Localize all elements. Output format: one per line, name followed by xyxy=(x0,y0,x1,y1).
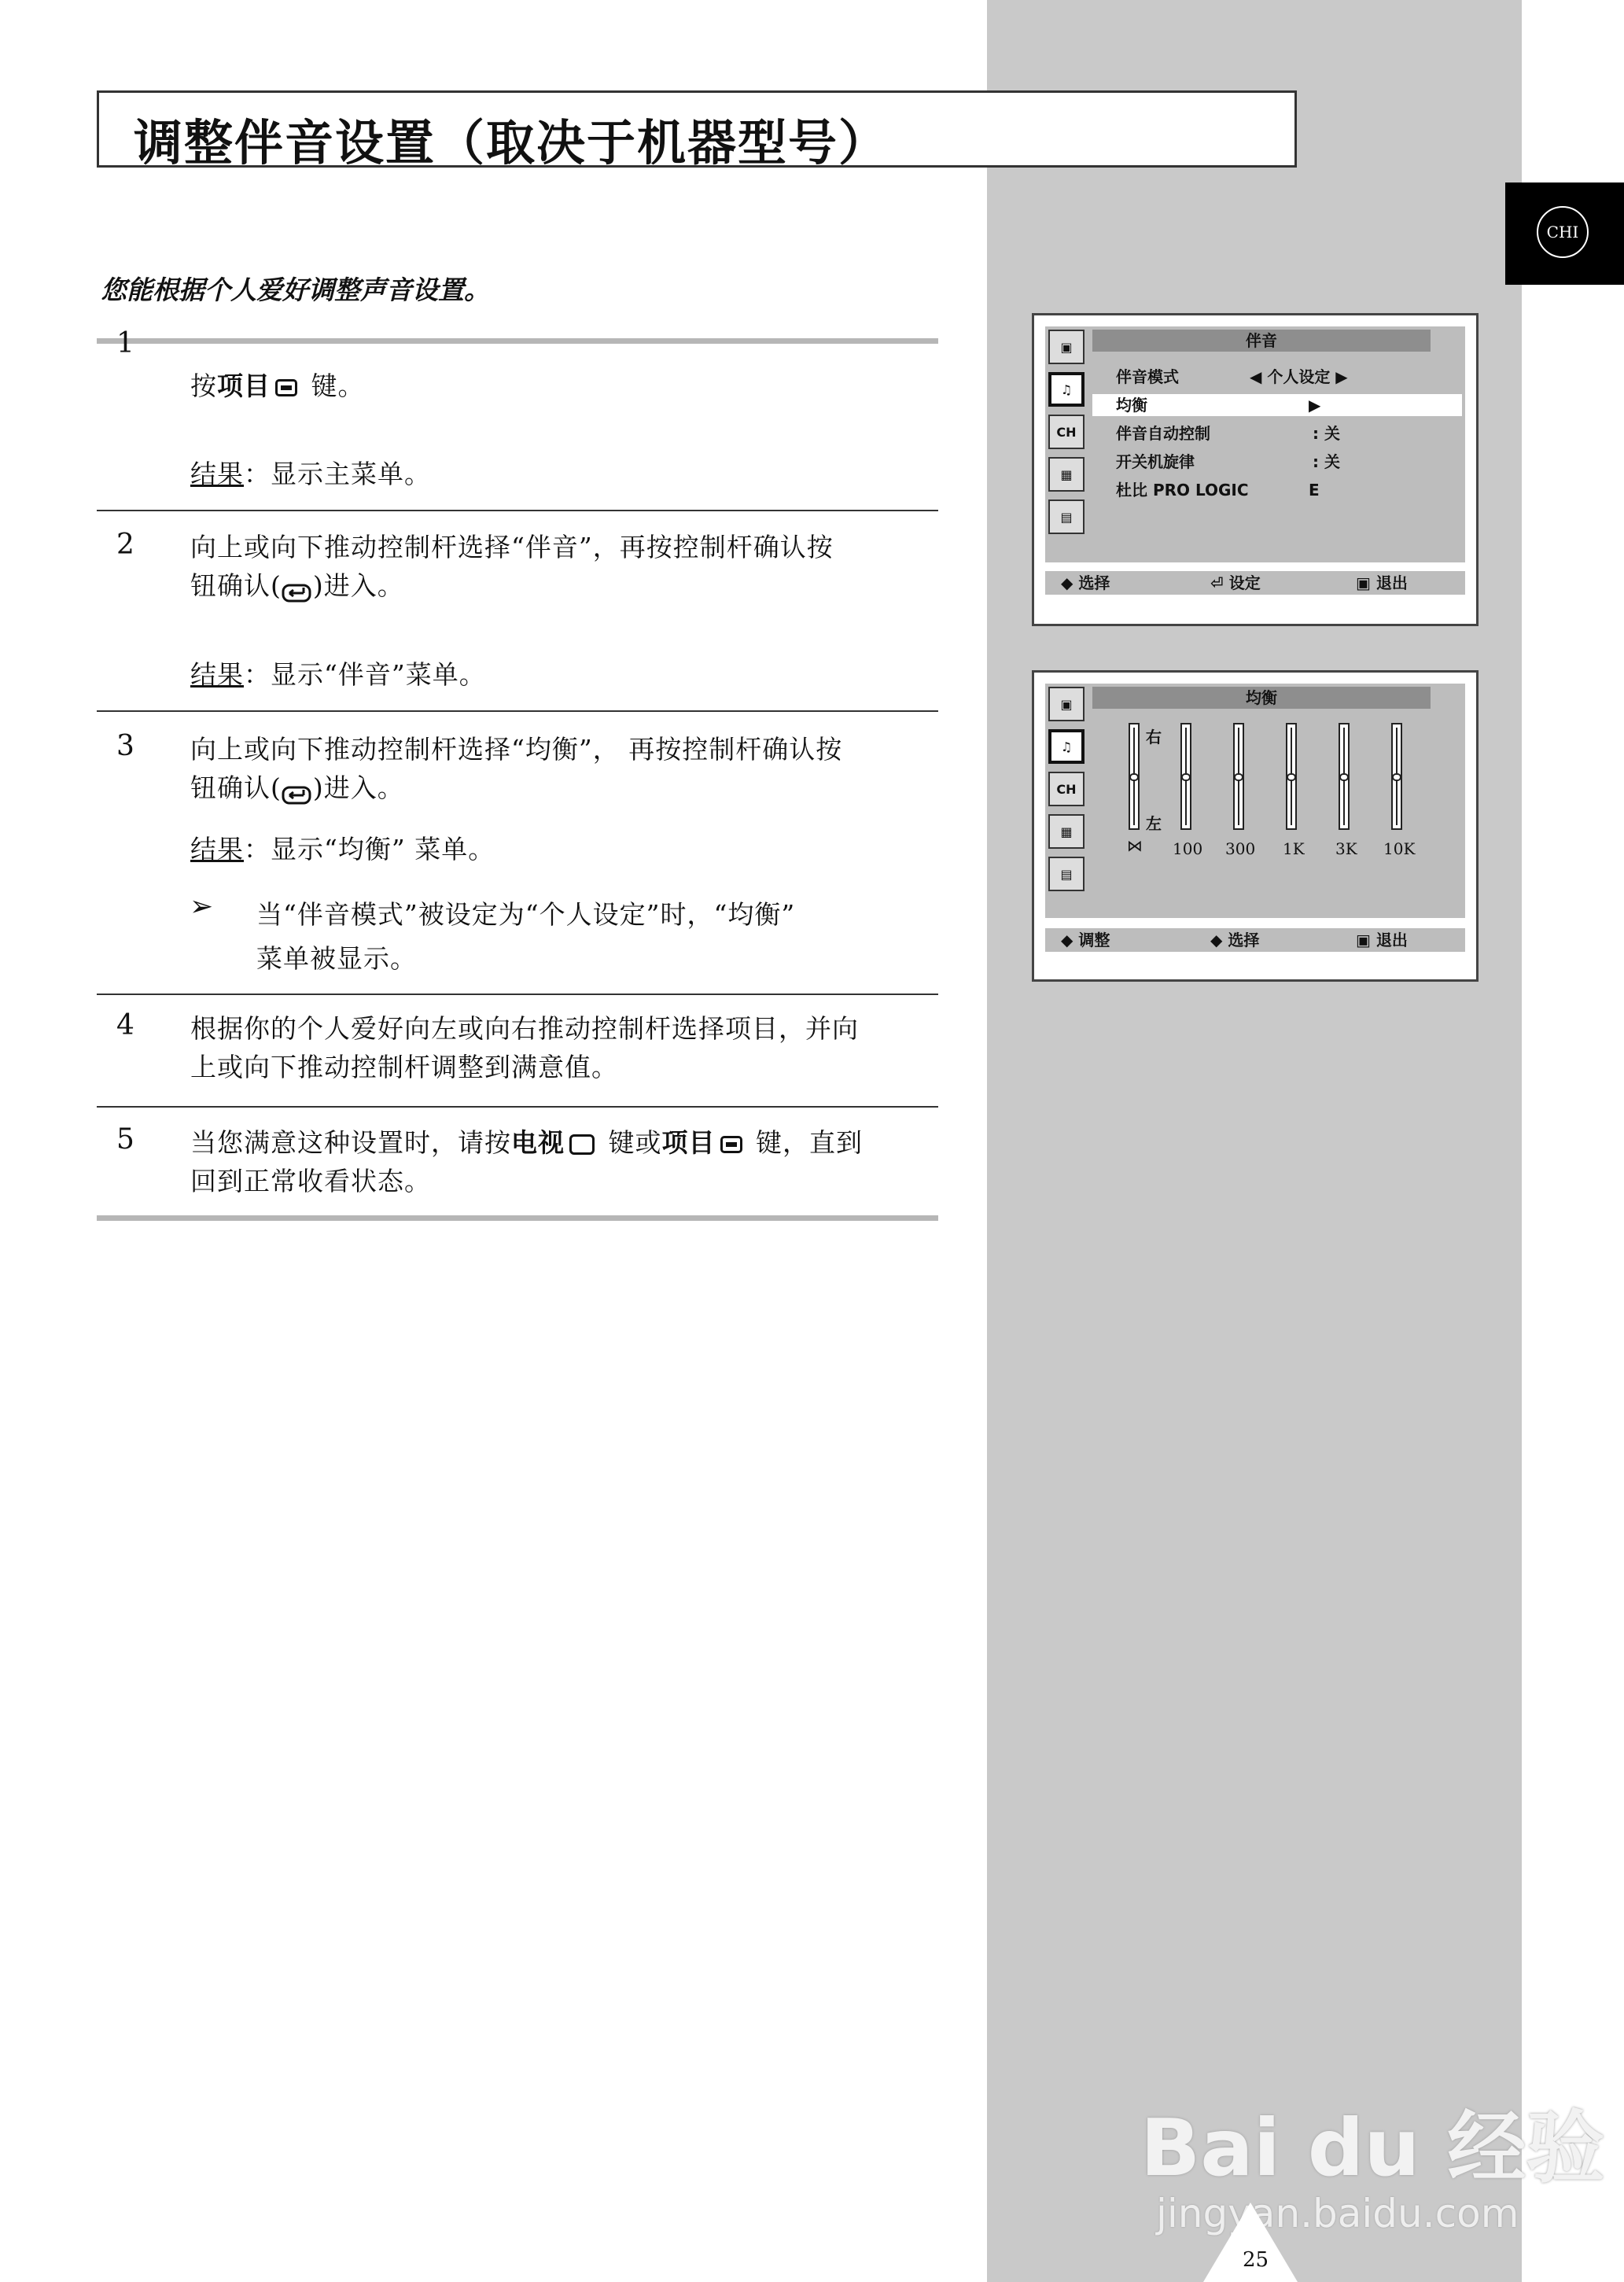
eq-slider-3k[interactable] xyxy=(1339,723,1350,830)
function-menu-icon: ▦ xyxy=(1048,457,1085,492)
step-3-number: 3 xyxy=(116,730,134,762)
sound-menu-icon: ♫ xyxy=(1048,372,1085,407)
sound-menu-footer: ◆ 选择 ⏎ 设定 ▣ 退出 xyxy=(1045,571,1465,595)
page-number: 25 xyxy=(1243,2248,1269,2272)
freq-label: 300 xyxy=(1225,839,1256,858)
eq-slider-1k[interactable] xyxy=(1286,723,1297,830)
balance-slider[interactable] xyxy=(1129,723,1140,830)
right-label: 右 xyxy=(1146,728,1162,747)
step-3-note: 当“伴音模式”被设定为“个人设定”时，“均衡” 菜单被显示。 xyxy=(256,899,796,974)
enter-icon xyxy=(282,779,313,801)
melody-row: 开关机旋律 : 关 xyxy=(1116,452,1340,471)
sound-menu-screen xyxy=(1032,313,1479,626)
page-title: 调整伴音设置（取决于机器型号） xyxy=(134,114,889,171)
tv-key-icon xyxy=(569,1134,595,1155)
page-title-box xyxy=(97,90,1297,171)
menu-icon-column xyxy=(1048,687,1092,899)
steps-bottom-rule xyxy=(97,1215,938,1221)
sound-menu-body xyxy=(1045,326,1465,562)
equalizer-screen xyxy=(1032,670,1479,982)
left-label: 左 xyxy=(1146,814,1162,833)
step-divider xyxy=(97,710,938,712)
setup-menu-icon: ▤ xyxy=(1048,500,1085,534)
watermark-url: jingyan.baidu.com xyxy=(1156,2191,1519,2236)
sound-menu-icon: ♫ xyxy=(1048,729,1085,764)
picture-menu-icon: ▣ xyxy=(1048,687,1085,721)
step-3-result: 结果：显示“均衡” 菜单。 xyxy=(190,834,495,865)
page-subtitle: 您能根据个人爱好调整声音设置。 xyxy=(101,275,490,305)
freq-label: 10K xyxy=(1383,839,1416,858)
function-menu-icon: ▦ xyxy=(1048,814,1085,849)
sound-mode-row: 伴音模式 ◀ 个人设定 ▶ xyxy=(1116,367,1348,386)
eq-slider-100[interactable] xyxy=(1180,723,1191,830)
step-1-text: 按项目 键。 xyxy=(190,371,365,401)
auto-volume-row: 伴音自动控制 : 关 xyxy=(1116,424,1340,443)
sound-menu-header: 伴音 xyxy=(1092,330,1431,352)
channel-menu-icon: CH xyxy=(1048,415,1085,449)
menu-icon-column xyxy=(1048,330,1092,542)
enter-icon xyxy=(282,577,313,599)
menu-key-icon xyxy=(720,1136,742,1153)
step-divider xyxy=(97,510,938,511)
dolby-row: 杜比 PRO LOGIC E xyxy=(1116,481,1320,500)
freq-label: 1K xyxy=(1283,839,1305,858)
picture-menu-icon: ▣ xyxy=(1048,330,1085,364)
steps-top-rule xyxy=(97,338,938,344)
step-1-number: 1 xyxy=(116,327,134,359)
step-divider xyxy=(97,994,938,995)
note-arrow-icon: ➢ xyxy=(190,890,214,923)
step-2-result: 结果：显示“伴音”菜单。 xyxy=(190,659,486,690)
freq-label: 100 xyxy=(1173,839,1203,858)
eq-slider-300[interactable] xyxy=(1233,723,1244,830)
freq-label: 3K xyxy=(1335,839,1357,858)
setup-menu-icon: ▤ xyxy=(1048,857,1085,891)
channel-menu-icon: CH xyxy=(1048,772,1085,806)
step-5-number: 5 xyxy=(116,1123,134,1156)
step-2-text: 向上或向下推动控制杆选择“伴音”，再按控制杆确认按 钮确认( )进入。 xyxy=(190,532,834,601)
step-divider xyxy=(97,1106,938,1108)
step-5-text: 当您满意这种设置时，请按电视 键或项目 键，直到 回到正常收看状态。 xyxy=(190,1127,863,1196)
menu-key-icon xyxy=(275,379,297,396)
balance-icon: ⋈ xyxy=(1127,836,1143,855)
language-tab-label: CHI xyxy=(1537,206,1589,258)
step-4-number: 4 xyxy=(116,1009,134,1041)
step-3-text: 向上或向下推动控制杆选择“均衡”， 再按控制杆确认按 钮确认( )进入。 xyxy=(190,734,843,803)
step-2-number: 2 xyxy=(116,529,134,561)
step-4-text: 根据你的个人爱好向左或向右推动控制杆选择项目，并向 上或向下推动控制杆调整到满意值。 xyxy=(190,1013,859,1082)
watermark-logo-text: Bai du 经验 xyxy=(1140,2102,1605,2194)
equalizer-row: 均衡 ▶ xyxy=(1092,394,1462,416)
equalizer-header: 均衡 xyxy=(1092,687,1431,709)
equalizer-footer: ◆ 调整 ◆ 选择 ▣ 退出 xyxy=(1045,928,1465,952)
step-1-result: 结果：显示主菜单。 xyxy=(190,459,431,489)
language-tab xyxy=(1505,182,1624,285)
eq-slider-10k[interactable] xyxy=(1391,723,1402,830)
equalizer-body xyxy=(1045,684,1465,918)
